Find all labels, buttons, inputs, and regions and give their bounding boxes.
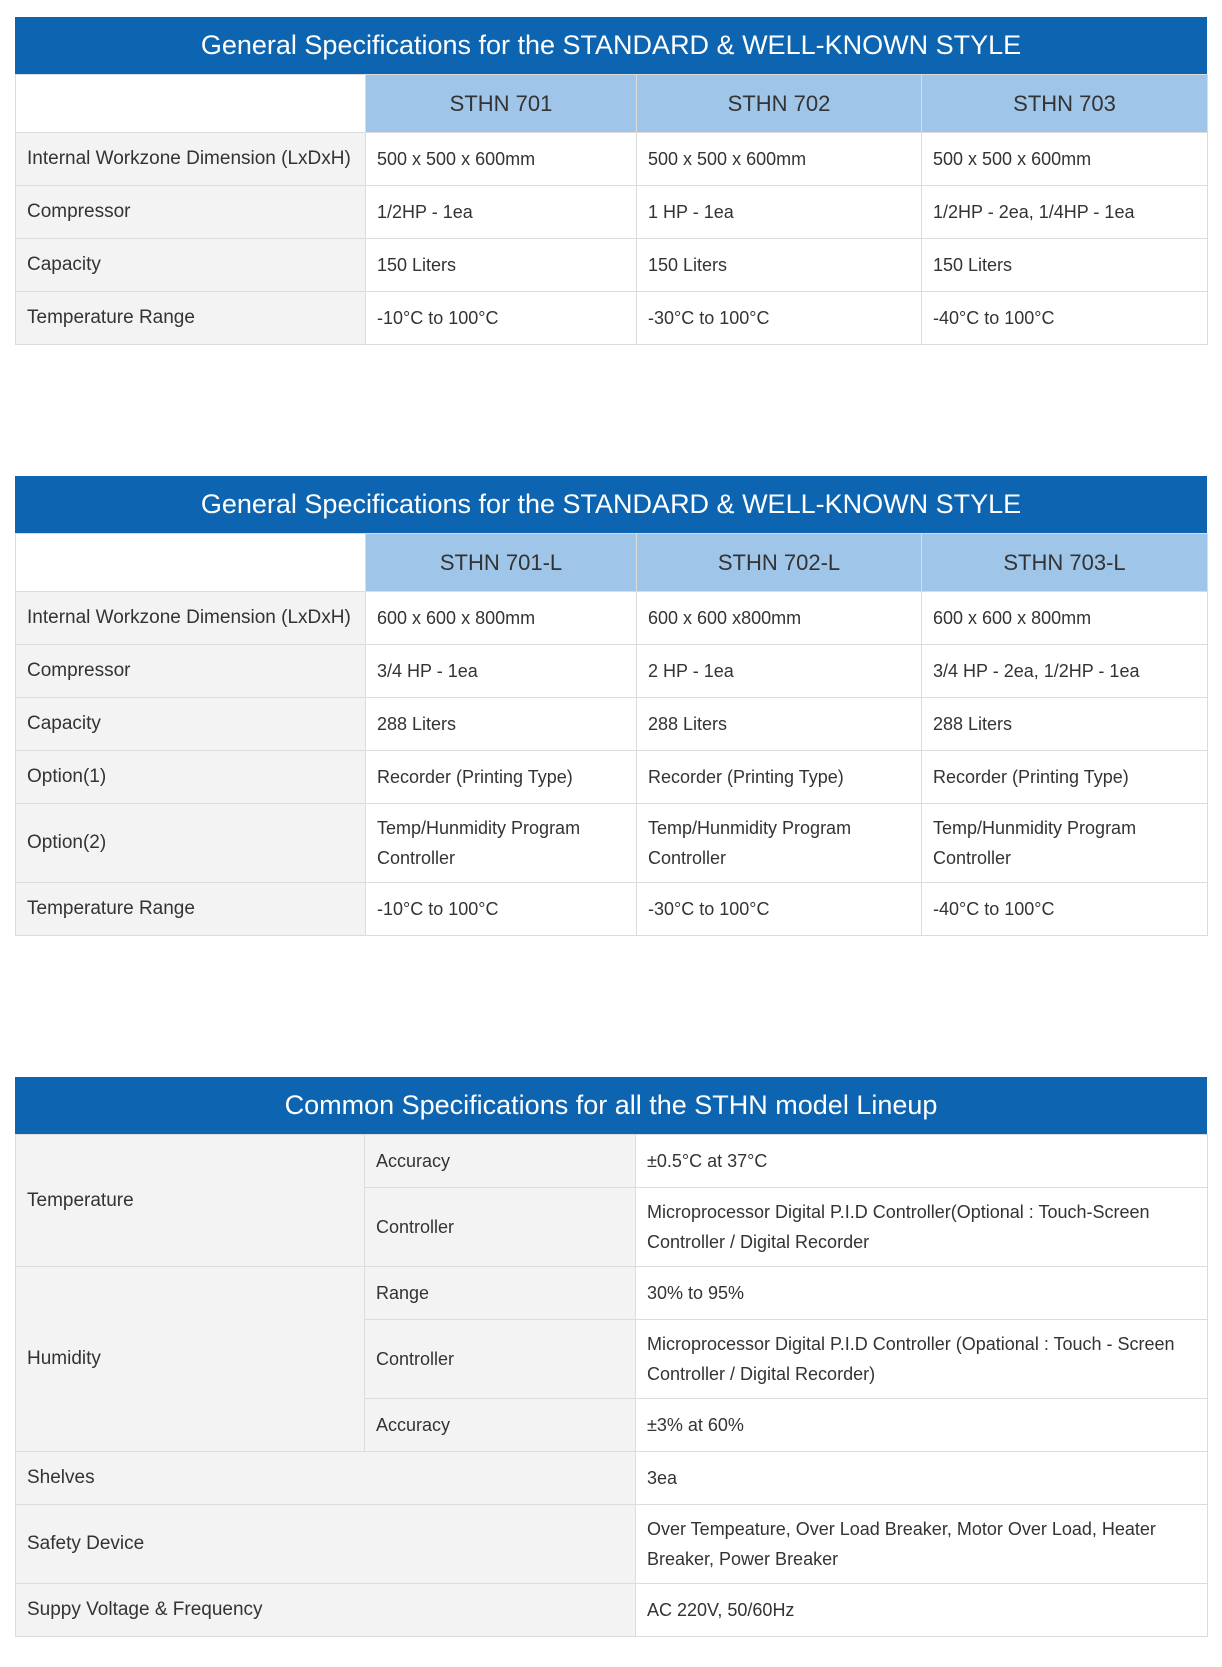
table-row — [16, 133, 1208, 186]
table-row — [16, 883, 1208, 936]
cell-value: Recorder (Printing Type) — [637, 751, 922, 804]
sub-label: Controller — [365, 1320, 636, 1399]
cell-value: 500 x 500 x 600mm — [366, 133, 637, 186]
model-header: STHN 702-L — [637, 534, 922, 592]
cell-value: -40°C to 100°C — [922, 292, 1208, 345]
model-header: STHN 702 — [637, 75, 922, 133]
cell-value: 600 x 600 x 800mm — [366, 592, 637, 645]
row-label: Internal Workzone Dimension (LxDxH) — [16, 133, 366, 186]
cell-value: -30°C to 100°C — [637, 883, 922, 936]
table-row — [16, 186, 1208, 239]
cell-value: 3/4 HP - 1ea — [366, 645, 637, 698]
row-label: Capacity — [16, 239, 366, 292]
row-label: Internal Workzone Dimension (LxDxH) — [16, 592, 366, 645]
table-row — [16, 751, 1208, 804]
model-header: STHN 703 — [922, 75, 1208, 133]
table-title: Common Specifications for all the STHN model Lineup — [15, 1077, 1207, 1134]
sub-label: Accuracy — [365, 1135, 636, 1188]
cell-value: -10°C to 100°C — [366, 292, 637, 345]
cell-value: 600 x 600 x 800mm — [922, 592, 1208, 645]
table-row — [16, 292, 1208, 345]
cell-value: 30% to 95% — [636, 1267, 1208, 1320]
cell-value: 600 x 600 x800mm — [637, 592, 922, 645]
cell-value: AC 220V, 50/60Hz — [636, 1584, 1208, 1637]
model-header: STHN 703-L — [922, 534, 1208, 592]
cell-value: Over Tempeature, Over Load Breaker, Motor Over Load, Heater Breaker, Power Breaker — [636, 1505, 1208, 1584]
sub-label: Controller — [365, 1188, 636, 1267]
cell-value: 3ea — [636, 1452, 1208, 1505]
table-row — [16, 804, 1208, 883]
cell-value: -30°C to 100°C — [637, 292, 922, 345]
cell-value: 150 Liters — [637, 239, 922, 292]
cell-value: -10°C to 100°C — [366, 883, 637, 936]
blank-header-cell — [16, 75, 366, 133]
row-label: Suppy Voltage & Frequency — [16, 1584, 636, 1637]
cell-value: 1 HP - 1ea — [637, 186, 922, 239]
sub-label: Accuracy — [365, 1399, 636, 1452]
cell-value: 288 Liters — [366, 698, 637, 751]
row-label: Capacity — [16, 698, 366, 751]
model-header-row — [16, 75, 1208, 133]
model-header: STHN 701 — [366, 75, 637, 133]
table-row — [16, 1452, 1208, 1505]
cell-value: 288 Liters — [637, 698, 922, 751]
cell-value: 288 Liters — [922, 698, 1208, 751]
cell-value: ±3% at 60% — [636, 1399, 1208, 1452]
table-row — [16, 239, 1208, 292]
cell-value: 1/2HP - 2ea, 1/4HP - 1ea — [922, 186, 1208, 239]
cell-value: Recorder (Printing Type) — [366, 751, 637, 804]
row-label: Shelves — [16, 1452, 636, 1505]
model-header-row — [16, 534, 1208, 592]
row-label: Humidity — [16, 1267, 365, 1452]
cell-value: Microprocessor Digital P.I.D Controller (Opational : Touch - Screen Controller / Digital Recorder) — [636, 1320, 1208, 1399]
cell-value: 500 x 500 x 600mm — [637, 133, 922, 186]
model-header: STHN 701-L — [366, 534, 637, 592]
cell-value: Temp/Hunmidity Program Controller — [366, 804, 637, 883]
cell-value: 500 x 500 x 600mm — [922, 133, 1208, 186]
cell-value: 2 HP - 1ea — [637, 645, 922, 698]
table-row — [16, 1505, 1208, 1584]
table-title: General Specifications for the STANDARD & WELL-KNOWN STYLE — [15, 17, 1207, 74]
spec-table — [15, 1134, 1208, 1637]
table-row — [16, 592, 1208, 645]
sub-label: Range — [365, 1267, 636, 1320]
spec-table-common — [15, 1077, 1207, 1637]
table-row — [16, 698, 1208, 751]
blank-header-cell — [16, 534, 366, 592]
cell-value: Temp/Hunmidity Program Controller — [637, 804, 922, 883]
spec-table-large — [15, 476, 1207, 936]
cell-value: ±0.5°C at 37°C — [636, 1135, 1208, 1188]
cell-value: Temp/Hunmidity Program Controller — [922, 804, 1208, 883]
cell-value: 150 Liters — [922, 239, 1208, 292]
cell-value: 3/4 HP - 2ea, 1/2HP - 1ea — [922, 645, 1208, 698]
spec-table — [15, 533, 1208, 936]
table-row — [16, 1267, 1208, 1320]
row-label: Option(2) — [16, 804, 366, 883]
spec-table-standard — [15, 17, 1207, 345]
row-label: Option(1) — [16, 751, 366, 804]
spec-table — [15, 74, 1208, 345]
table-row — [16, 645, 1208, 698]
cell-value: 1/2HP - 1ea — [366, 186, 637, 239]
cell-value: Microprocessor Digital P.I.D Controller(Optional : Touch-Screen Controller / Digital Recorder — [636, 1188, 1208, 1267]
row-label: Safety Device — [16, 1505, 636, 1584]
table-row — [16, 1584, 1208, 1637]
cell-value: -40°C to 100°C — [922, 883, 1208, 936]
row-label: Compressor — [16, 645, 366, 698]
cell-value: 150 Liters — [366, 239, 637, 292]
cell-value: Recorder (Printing Type) — [922, 751, 1208, 804]
row-label: Compressor — [16, 186, 366, 239]
table-row — [16, 1135, 1208, 1188]
row-label: Temperature — [16, 1135, 365, 1267]
row-label: Temperature Range — [16, 292, 366, 345]
table-title: General Specifications for the STANDARD & WELL-KNOWN STYLE — [15, 476, 1207, 533]
row-label: Temperature Range — [16, 883, 366, 936]
